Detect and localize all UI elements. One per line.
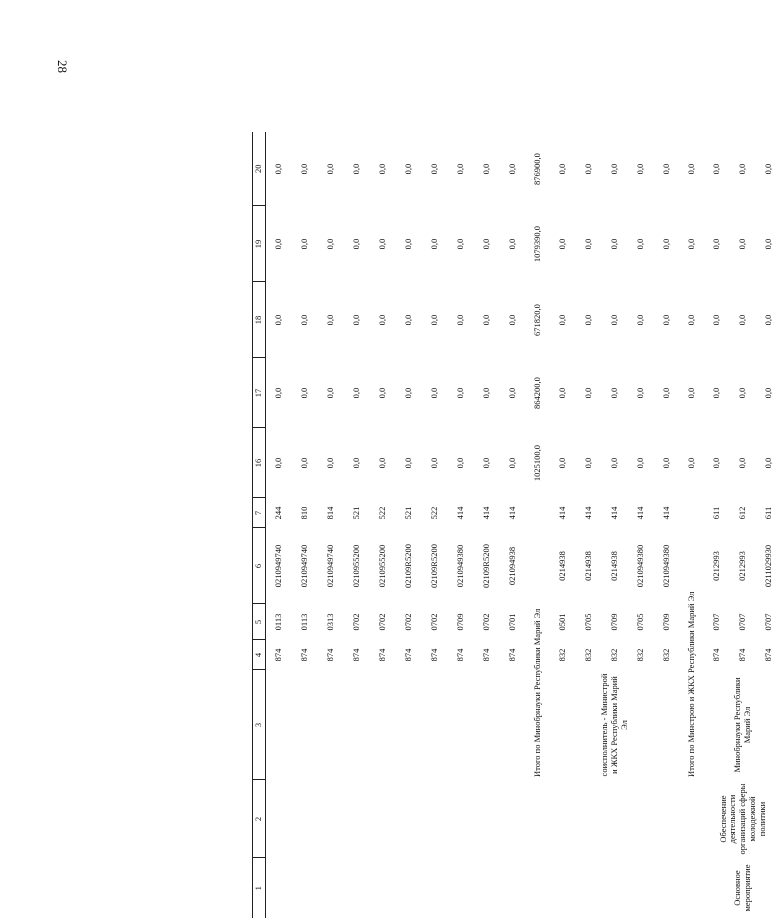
empty-cell [474,670,500,780]
amount-v19: 0,0 [429,238,440,250]
amount-v16: 0,0 [403,457,414,469]
target-article-code: 0210949380 [455,544,466,588]
target-article-code: 02109R5200 [429,544,440,588]
expense-type-code: 611 [711,506,722,520]
target-article-code: 0211029930 [763,544,774,588]
total-label: Итого по Минстрою и ЖКХ Республики Марий Эл [686,591,697,777]
amount-v17: 0,0 [455,387,466,399]
expense-type-code: 414 [609,506,620,520]
empty-cell [292,858,318,918]
empty-cell [500,858,526,918]
empty-cell [370,780,396,858]
expense-type-code: 414 [635,506,646,520]
amount-v16: 0,0 [557,457,568,469]
responsible-executor: Минобрнауки Республики Марий Эл [732,677,752,773]
target-article-code: 0210955200 [351,544,362,588]
amount-v16: 0,0 [429,457,440,469]
amount-v19: 0,0 [763,238,774,250]
amount-v18: 0,0 [481,314,492,326]
target-article-code: 02109R5200 [481,544,492,588]
total-row [680,132,704,918]
section-code: 0702 [377,613,388,631]
amount-v20: 0,0 [481,163,492,175]
amount-v19: 0,0 [661,238,672,250]
amount-v20: 0,0 [273,163,284,175]
amount-v18: 0,0 [763,314,774,326]
total-row [526,132,550,918]
empty-cell [422,858,448,918]
amount-v17: 0,0 [661,387,672,399]
empty-cell [370,858,396,918]
amount-v20: 0,0 [507,163,518,175]
rows-block-b [550,132,680,918]
expense-type-code: 810 [299,506,310,520]
amount-v16: 0,0 [737,457,748,469]
total-1-block [526,132,550,918]
amount-v16: 0,0 [455,457,466,469]
amount-v18: 0,0 [661,314,672,326]
amount-v20: 0,0 [583,163,594,175]
amount-v17: 0,0 [299,387,310,399]
expense-type-code: 414 [455,506,466,520]
empty-cell [266,670,293,780]
target-article-code: 0210949380 [635,544,646,588]
empty-cell [422,780,448,858]
amount-v20: 0,0 [711,163,722,175]
empty-cell [550,858,680,918]
amount-v17: 0,0 [737,387,748,399]
grbs-code: 874 [737,648,748,662]
table-row [344,132,370,918]
activity-name: Обеспечение деятельности организаций сферы молодежной политики [717,783,767,855]
expense-type-code: 521 [403,506,414,520]
amount-v18: 0,0 [273,314,284,326]
amount-v16: 0,0 [351,457,362,469]
amount-v16: 0,0 [583,457,594,469]
section-code: 0501 [557,613,568,631]
grbs-code: 874 [481,648,492,662]
section-code: 0702 [403,613,414,631]
amount-v20: 0,0 [737,163,748,175]
amount-v16: 0,0 [711,457,722,469]
rotated-table-wrapper [252,132,774,918]
amount-v20: 0,0 [351,163,362,175]
empty-cell [318,780,344,858]
col-number: 5 [253,604,266,640]
grbs-code: 874 [325,648,336,662]
grbs-code: 874 [763,648,774,662]
amount-v19: 0,0 [481,238,492,250]
empty-cell [448,858,474,918]
amount-v18: 0,0 [351,314,362,326]
section-code: 0702 [429,613,440,631]
table-row [292,132,318,918]
amount-v16: 0,0 [763,457,774,469]
expense-type-code: 814 [325,506,336,520]
amount-v18: 0,0 [507,314,518,326]
amount-v19: 0,0 [507,238,518,250]
target-article-code: 0210949740 [299,544,310,588]
empty-cell [396,858,422,918]
section-code: 0709 [661,613,672,631]
amount-v16: 0,0 [635,457,646,469]
amount-v18: 0,0 [299,314,310,326]
amount-v16: 0,0 [325,457,336,469]
grbs-code: 874 [299,648,310,662]
amount-v17: 0,0 [557,387,568,399]
amount-v19: 0,0 [711,238,722,250]
empty-cell [474,780,500,858]
section-code: 0707 [711,613,722,631]
target-article-code: 0210949740 [273,544,284,588]
section-code: 0702 [351,613,362,631]
amount-v16: 0,0 [507,457,518,469]
rows-block-c [704,132,782,918]
total-2-block [680,132,704,918]
amount-v17: 0,0 [635,387,646,399]
target-article-code: 0212993 [737,551,748,581]
total-value: 1079390,0 [532,225,543,263]
target-article-code: 0214938 [557,551,568,581]
table-row [500,132,526,918]
amount-v17: 0,0 [583,387,594,399]
target-article-code: 0212993 [711,551,722,581]
amount-v18: 0,0 [635,314,646,326]
amount-v18: 0,0 [557,314,568,326]
empty-cell [370,670,396,780]
col-number: 6 [253,528,266,604]
grbs-code: 874 [711,648,722,662]
amount-v16: 0,0 [481,457,492,469]
section-code: 0705 [635,613,646,631]
section-code: 0701 [507,613,518,631]
grbs-code: 874 [429,648,440,662]
expense-type-code: 414 [481,506,492,520]
empty-cell [500,780,526,858]
amount-v17: 0,0 [429,387,440,399]
grbs-code: 874 [403,648,414,662]
section-code: 0709 [455,613,466,631]
amount-v16: 0,0 [299,457,310,469]
section-code: 0707 [763,613,774,631]
grbs-code: 874 [507,648,518,662]
table-row [448,132,474,918]
expense-type-code: 414 [507,506,518,520]
target-article-code: 0210955200 [377,544,388,588]
empty-cell [266,858,293,918]
empty-cell [448,670,474,780]
empty-cell [344,670,370,780]
grbs-code: 832 [635,648,646,662]
column-number-row [253,132,266,918]
empty-cell [266,780,293,858]
col-number: 2 [253,780,266,858]
col-number: 20 [253,132,266,206]
total-label: Итого по Минобрнауки Республики Марий Эл [532,608,543,777]
table-row [318,132,344,918]
coexecutor-name: соисполнитель - Министрой и ЖКХ Республики Марий Эл [599,673,629,777]
empty-cell [344,858,370,918]
activity-type: Основное мероприятие [732,864,752,912]
empty-cell [396,670,422,780]
empty-cell [344,780,370,858]
empty-cell [396,780,422,858]
amount-v17: 0,0 [507,387,518,399]
empty-cell [318,670,344,780]
grbs-code: 832 [557,648,568,662]
col-number: 4 [253,640,266,670]
table-row [704,132,730,918]
expense-type-code: 414 [583,506,594,520]
col-number: 16 [253,428,266,498]
grbs-code: 874 [351,648,362,662]
amount-v16: 0,0 [273,457,284,469]
table-row [396,132,422,918]
amount-v20: 0,0 [403,163,414,175]
amount-v20: 0,0 [455,163,466,175]
amount-v17: 0,0 [377,387,388,399]
col-number: 18 [253,282,266,358]
amount-v18: 0,0 [711,314,722,326]
amount-v18: 0,0 [583,314,594,326]
amount-v19: 0,0 [557,238,568,250]
section-code: 0113 [299,613,310,631]
table-row [370,132,396,918]
empty-cell [500,670,526,780]
amount-v18: 0,0 [325,314,336,326]
empty-cell [292,670,318,780]
empty-cell [292,780,318,858]
amount-v19: 0,0 [635,238,646,250]
amount-v20: 0,0 [299,163,310,175]
total-value: 0,0 [686,387,697,399]
amount-v18: 0,0 [737,314,748,326]
expense-type-code: 522 [429,506,440,520]
expense-type-code: 612 [737,506,748,520]
amount-v18: 0,0 [609,314,620,326]
target-article-code: 0214938 [583,551,594,581]
amount-v17: 0,0 [481,387,492,399]
section-code: 0113 [273,613,284,631]
section-code: 0705 [583,613,594,631]
col-number: 1 [253,858,266,918]
empty-cell [318,858,344,918]
amount-v20: 0,0 [557,163,568,175]
total-value: 0,0 [686,457,697,469]
target-article-code: 0214938 [609,551,620,581]
target-article-code: 0210949380 [661,544,672,588]
amount-v17: 0,0 [325,387,336,399]
empty-cell [550,780,680,858]
section-code: 0702 [481,613,492,631]
rows-block-a [266,132,527,918]
expense-type-code: 244 [273,506,284,520]
expense-type-code: 521 [351,506,362,520]
grbs-code: 832 [583,648,594,662]
amount-v17: 0,0 [711,387,722,399]
amount-v19: 0,0 [737,238,748,250]
total-value: 0,0 [686,314,697,326]
amount-v17: 0,0 [273,387,284,399]
expense-type-code: 522 [377,506,388,520]
budget-table [252,132,782,918]
amount-v19: 0,0 [299,238,310,250]
empty-cell [474,858,500,918]
target-article-code: 02109R5200 [403,544,414,588]
col-number: 17 [253,358,266,428]
section-code: 0707 [737,613,748,631]
table-row [474,132,500,918]
table-row [550,132,576,918]
amount-v17: 0,0 [403,387,414,399]
total-value: 0,0 [686,238,697,250]
amount-v19: 0,0 [377,238,388,250]
grbs-code: 832 [661,648,672,662]
amount-v18: 0,0 [403,314,414,326]
amount-v20: 0,0 [763,163,774,175]
expense-type-code: 414 [557,506,568,520]
amount-v20: 0,0 [377,163,388,175]
grbs-code: 874 [455,648,466,662]
section-code: 0313 [325,613,336,631]
empty-cell [422,670,448,780]
total-value: 0,0 [686,163,697,175]
table-row [266,132,293,918]
total-value: 864200,0 [532,377,543,409]
expense-type-code: 611 [763,506,774,520]
amount-v19: 0,0 [273,238,284,250]
amount-v20: 0,0 [325,163,336,175]
amount-v17: 0,0 [609,387,620,399]
amount-v17: 0,0 [763,387,774,399]
total-value: 671820,0 [532,304,543,336]
total-value: 1025100,0 [532,444,543,482]
expense-type-code: 414 [661,506,672,520]
target-article-code: 021094938 [507,546,518,586]
amount-v18: 0,0 [429,314,440,326]
amount-v17: 0,0 [351,387,362,399]
amount-v16: 0,0 [377,457,388,469]
amount-v19: 0,0 [583,238,594,250]
amount-v19: 0,0 [403,238,414,250]
table-row [422,132,448,918]
grbs-code: 874 [273,648,284,662]
section-code: 0709 [609,613,620,631]
col-number: 19 [253,206,266,282]
amount-v19: 0,0 [325,238,336,250]
amount-v20: 0,0 [609,163,620,175]
amount-v20: 0,0 [661,163,672,175]
amount-v16: 0,0 [661,457,672,469]
amount-v18: 0,0 [377,314,388,326]
amount-v19: 0,0 [609,238,620,250]
amount-v19: 0,0 [455,238,466,250]
col-number: 3 [253,670,266,780]
empty-cell [448,780,474,858]
col-number: 7 [253,498,266,528]
amount-v19: 0,0 [351,238,362,250]
page-number: 28 [55,60,70,73]
target-article-code: 0210949740 [325,544,336,588]
total-value: 876900,0 [532,153,543,185]
amount-v20: 0,0 [429,163,440,175]
grbs-code: 874 [377,648,388,662]
amount-v18: 0,0 [455,314,466,326]
amount-v20: 0,0 [635,163,646,175]
grbs-code: 832 [609,648,620,662]
amount-v16: 0,0 [609,457,620,469]
